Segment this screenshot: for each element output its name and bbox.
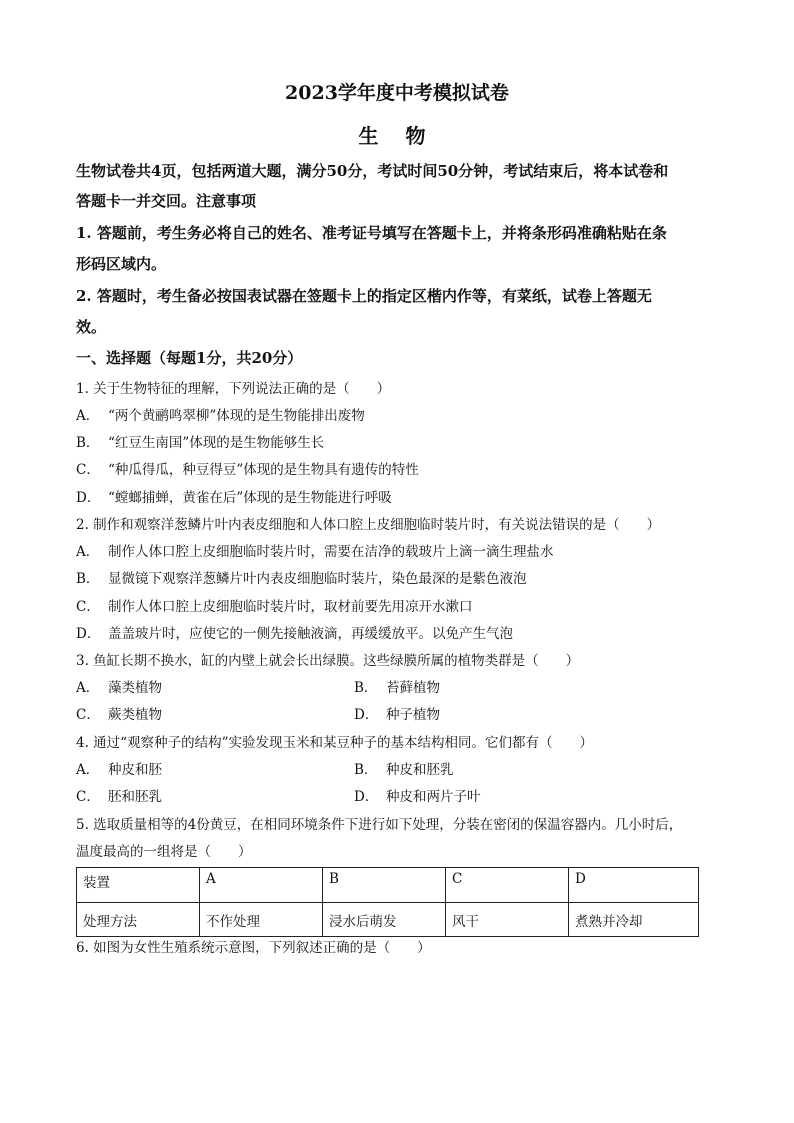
question-3-option-c [76,703,162,723]
note-1-line-1: 1. 答题前，考生务必将自己的姓名、准考证号填写在答题卡上，并将条形码准确粘贴在条 [76,224,667,242]
subject-title: 生 物 [358,124,436,148]
question-3-option-d [354,703,440,723]
intro-line-2: 答题卡一并交回。注意事项 [76,192,257,210]
option-label: C． [76,599,100,615]
option-text: 显微镜下观察洋葱鳞片叶内表皮细胞临时装片，染色最深的是紫色液泡 [108,571,527,587]
question-4-option-c [76,785,162,805]
option-text: 种皮和胚 [108,762,162,778]
option-label: C． [76,789,100,805]
table-cell: 不作处理 [200,903,323,937]
option-text: 种皮和胚乳 [386,762,454,778]
question-4-option-d [354,785,481,805]
question-1-option-d [76,486,392,506]
table-header-row [77,868,699,903]
table-cell: 风干 [446,903,569,937]
option-text: 苔藓植物 [386,680,440,696]
question-4-option-b [354,758,454,778]
table-cell: C [446,868,569,903]
question-2-option-d [76,622,513,642]
table-cell: A [200,868,323,903]
option-label: B． [76,571,100,587]
option-text: 盖盖玻片时，应使它的一侧先接触液滴，再缓缓放平。以免产生气泡 [108,626,513,642]
option-label: B． [354,762,378,778]
option-label: D． [76,490,101,506]
option-text: “螳螂捕蝉，黄雀在后”体现的是生物能进行呼吸 [108,490,392,506]
intro-line-1: 生物试卷共4页，包括两道大题，满分50分，考试时间50分钟，考试结束后，将本试卷和 [76,162,669,180]
option-label: D． [354,707,379,723]
option-label: D． [76,626,101,642]
option-label: A． [76,408,100,424]
table-cell: 处理方法 [77,903,200,937]
question-2-option-b [76,567,527,587]
note-2-line-2: 效。 [76,318,107,336]
note-1-line-2: 形码区域内。 [76,255,167,273]
question-4-option-a [76,758,162,778]
option-text: “红豆生南国”体现的是生物能够生长 [108,435,325,451]
table-row [77,903,699,937]
question-2-stem: 2. 制作和观察洋葱鳞片叶内表皮细胞和人体口腔上皮细胞临时装片时，有关说法错误的是（ ） [76,517,661,533]
option-text: 制作人体口腔上皮细胞临时装片时，需要在洁净的载玻片上滴一滴生理盐水 [108,544,554,560]
option-text: 蕨类植物 [108,707,162,723]
question-2-option-a [76,540,554,560]
option-label: B． [354,680,378,696]
option-label: A． [76,762,100,778]
option-text: “种瓜得瓜，种豆得豆”体现的是生物具有遗传的特性 [108,462,419,478]
option-label: A． [76,680,100,696]
question-3-stem: 3. 鱼缸长期不换水，缸的内壁上就会长出绿膜。这些绿膜所属的植物类群是（ ） [76,653,580,669]
option-label: B． [76,435,100,451]
question-1-stem: 1. 关于生物特征的理解，下列说法正确的是（ ） [76,381,391,397]
option-label: C． [76,707,100,723]
exam-title: 2023学年度中考模拟试卷 [285,82,509,104]
question-5-stem-line-2: 温度最高的一组将是（ ） [76,844,252,860]
question-5-table [76,867,699,937]
table-cell: 煮熟并冷却 [569,903,699,937]
question-5-stem-line-1: 5. 选取质量相等的4份黄豆，在相同环境条件下进行如下处理，分装在密闭的保温容器内。几小时后， [76,817,683,833]
option-label: A． [76,544,100,560]
section-heading: 一、选择题（每题1分，共20分） [76,349,303,367]
table-cell: 装置 [77,868,200,903]
option-text: 藻类植物 [108,680,162,696]
question-3-option-a [76,676,162,696]
question-4-stem: 4. 通过“观察种子的结构”实验发现玉米和某豆种子的基本结构相同。它们都有（ ） [76,735,593,751]
question-2-option-c [76,595,473,615]
table-cell: 浸水后萌发 [323,903,446,937]
option-text: “两个黄鹂鸣翠柳”体现的是生物能排出废物 [108,408,365,424]
option-text: 胚和胚乳 [108,789,162,805]
table-cell: D [569,868,699,903]
question-3-option-b [354,676,440,696]
option-text: 制作人体口腔上皮细胞临时装片时，取材前要先用凉开水漱口 [108,599,473,615]
option-label: D． [354,789,379,805]
question-1-option-a [76,404,365,424]
question-1-option-b [76,431,324,451]
question-1-option-c [76,458,419,478]
question-6-stem: 6. 如图为女性生殖系统示意图，下列叙述正确的是（ ） [76,940,431,956]
option-text: 种皮和两片子叶 [386,789,481,805]
note-2-line-1: 2. 答题时，考生备必按国表试器在签题卡上的指定区楷内作等，有菜纸，试卷上答题无 [76,287,652,305]
option-text: 种子植物 [386,707,440,723]
option-label: C． [76,462,100,478]
table-cell: B [323,868,446,903]
